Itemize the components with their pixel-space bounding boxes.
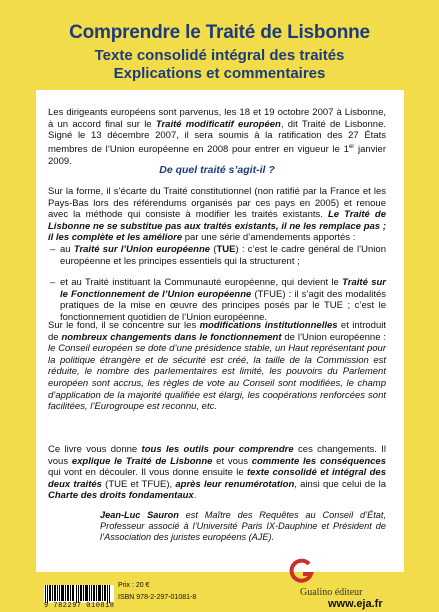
barcode [44, 585, 114, 603]
form-paragraph: Sur la forme, il s’écarte du Traité constitutionnel (non ratifié par la France et les Pays-Bas lors des référendums organisés par ces pays en 2005) et renoue avec la méthode qui consiste à modifier les traités existants. Le Traité de Lisbonne ne se substitue pas aux traités existants, il ne les remplace pas ; il les complète et les améliore par une série d’amendements apportés : [48, 186, 386, 244]
bullet-tue: – au Traité sur l’Union européenne (TUE) : c’est le cadre général de l’Union européenne et les principes essentiels qui la structurent ; [50, 244, 386, 267]
substance-paragraph: Sur le fond, il se concentre sur les modifications institutionnelles et introduit de nombreux changements dans le fonctionnement de l’Union européenne : le Conseil européen se dote d’une présidence stable, un Haut représentant pour la politique étrangère et de sécurité est créé, la taille de la Commission est réduite, le nombre des parlementaires est limité, les pouvoirs du Parlement européen sont accrus, les règles de vote au Conseil sont modifiées, le champ d’application de la majorité qualifiée est élargi, les coopérations renforcées sont facilitées, l’Eurogroupe est reconnu, etc. [48, 320, 387, 413]
book-subtitle: Texte consolidé intégral des traités [94, 47, 345, 64]
publisher-name: Gualino éditeur [300, 587, 363, 598]
intro-paragraph: Les dirigeants européens sont parvenus, les 18 et 19 octobre 2007 à Lisbonne, à un accord final sur le Traité modificatif européen, dit Traité de Lisbonne. Signé le 13 décembre 2007, il sera soumis à la ratification des 27 États membres de l’Union européenne en 2008 pour entrer en vigueur le 1er janvier 2009. [48, 107, 387, 167]
barcode-number: 9 782297 010818 [44, 602, 115, 610]
author-bio: Jean-Luc Sauron est Maître des Requêtes au Conseil d’État, Professeur associé à l’Université Paris IX-Dauphine et Président de l’Association des juristes européens (AJE). [100, 510, 386, 543]
author-name: Jean-Luc Sauron [100, 510, 179, 520]
book-subtitle-2: Explications et commentaires [113, 65, 326, 82]
publisher-logo-icon [287, 558, 315, 584]
section-question: De quel traité s’agit-il ? [159, 164, 275, 176]
book-paragraph: Ce livre vous donne tous les outils pour comprendre ces changements. Il vous explique le Traité de Lisbonne et vous commente les conséquences qui vont en découler. Il vous donne ensuite le texte consolidé et intégral des deux traités (TUE et TFUE), après leur renumérotation, ainsi que celui de la Charte des droits fondamentaux. [48, 444, 386, 502]
price-label: Prix : 20 € [118, 582, 150, 589]
bullet-tfue: – et au Traité instituant la Communauté européenne, qui devient le Traité sur le Fonctionnement de l’Union européenne (TFUE) : il s’agit des modalités pratiques de la mise en œuvre des principes posés par le TUE ; c’est le fonctionnement quotidien de l’Union européenne. [50, 277, 386, 323]
publisher-url: www.eja.fr [328, 598, 383, 610]
book-title: Comprendre le Traité de Lisbonne [69, 22, 370, 43]
title-block [0, 22, 439, 83]
isbn-label: ISBN 978-2-297-01081-8 [118, 594, 197, 601]
